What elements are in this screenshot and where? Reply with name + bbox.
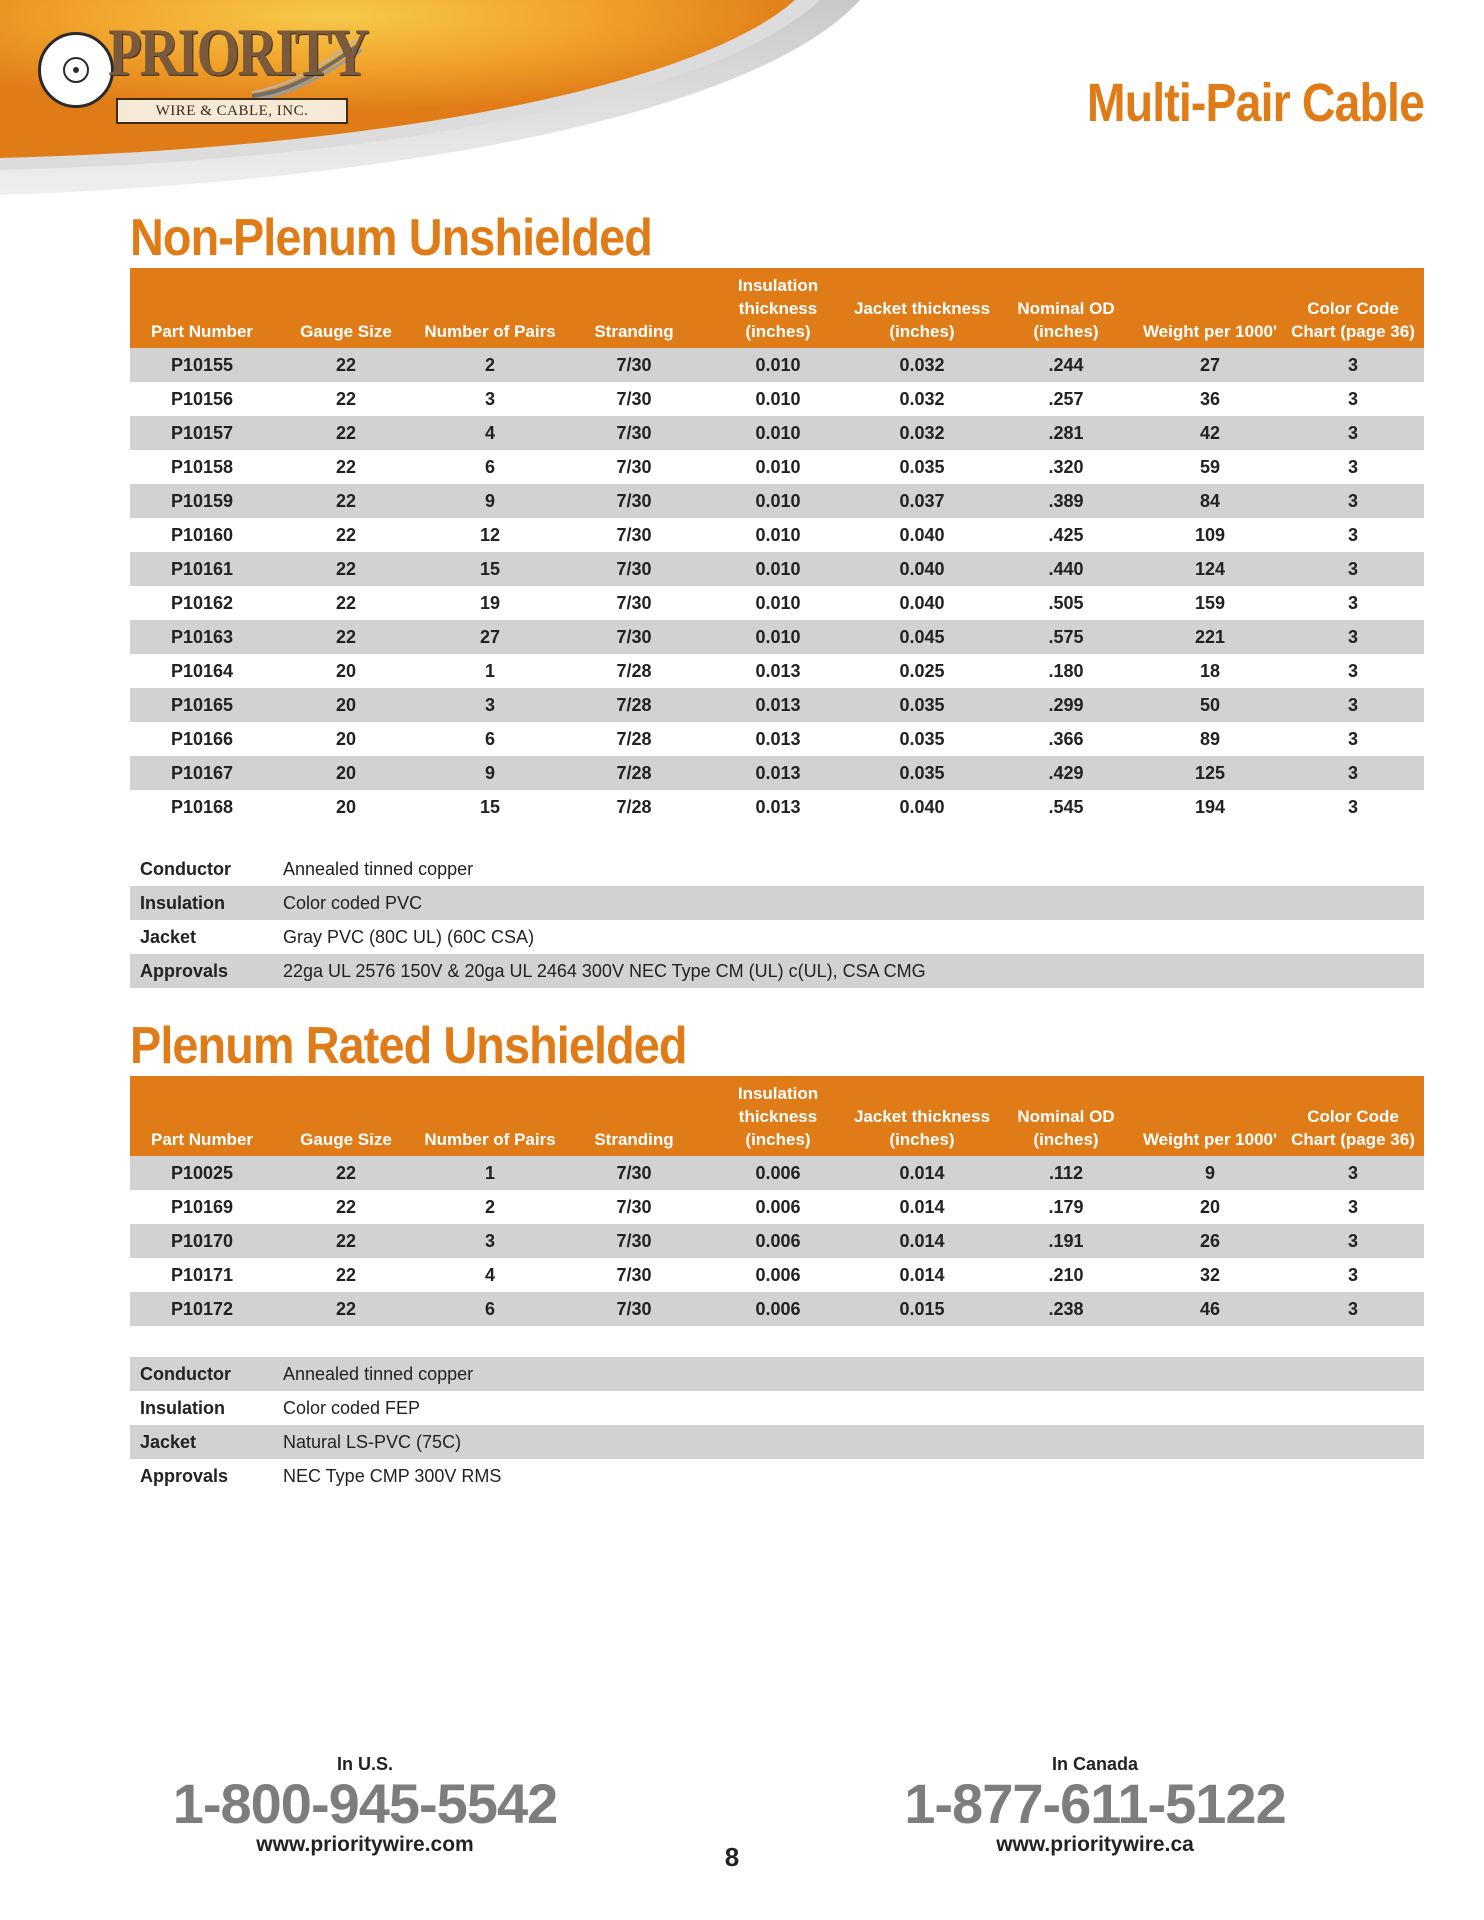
table-cell: 159 <box>1138 586 1282 620</box>
table-cell: 0.040 <box>850 790 994 824</box>
plenum-title: Plenum Rated Unshielded <box>130 1017 687 1075</box>
table-cell: P10168 <box>130 790 274 824</box>
table-cell: 0.006 <box>706 1258 850 1292</box>
table-cell: 7/30 <box>562 518 706 552</box>
footer-us <box>160 1754 570 1857</box>
table-cell: 22 <box>274 1190 418 1224</box>
table-cell: 194 <box>1138 790 1282 824</box>
priority-logo <box>30 14 368 134</box>
table-cell: 36 <box>1138 382 1282 416</box>
table-cell: P10171 <box>130 1258 274 1292</box>
table-row <box>130 1224 1424 1258</box>
table-cell: .440 <box>994 552 1138 586</box>
table-cell: 7/30 <box>562 1156 706 1190</box>
table-cell: 6 <box>418 1292 562 1326</box>
table-cell: P10165 <box>130 688 274 722</box>
column-header: Insulation thickness (inches) <box>706 268 850 348</box>
table-cell: P10166 <box>130 722 274 756</box>
table-cell: P10155 <box>130 348 274 382</box>
column-header: Color Code Chart (page 36) <box>1282 1076 1424 1156</box>
table-cell: 3 <box>1282 756 1424 790</box>
table-cell: P10159 <box>130 484 274 518</box>
footer-us-website[interactable]: www.prioritywire.com <box>256 1833 474 1856</box>
table-cell: 7/30 <box>562 1190 706 1224</box>
table-row <box>130 688 1424 722</box>
table-cell: P10167 <box>130 756 274 790</box>
table-cell: 0.035 <box>850 450 994 484</box>
header-row <box>130 268 1424 348</box>
table-cell: 84 <box>1138 484 1282 518</box>
table-row <box>130 484 1424 518</box>
column-header: Part Number <box>130 268 274 348</box>
page-number: 8 <box>724 1842 740 1872</box>
property-value: Color coded FEP <box>283 1397 421 1418</box>
table-cell: 0.010 <box>706 348 850 382</box>
table-cell: 3 <box>1282 518 1424 552</box>
column-header: Nominal OD (inches) <box>994 268 1138 348</box>
table-cell: .366 <box>994 722 1138 756</box>
non-plenum-title: Non-Plenum Unshielded <box>130 209 652 267</box>
property-row <box>130 1391 1424 1425</box>
table-cell: 46 <box>1138 1292 1282 1326</box>
non-plenum-spec-table <box>130 268 1424 824</box>
table-cell: 0.006 <box>706 1156 850 1190</box>
column-header: Insulation thickness (inches) <box>706 1076 850 1156</box>
table-cell: 0.035 <box>850 722 994 756</box>
table-cell: 18 <box>1138 654 1282 688</box>
table-cell: 4 <box>418 1258 562 1292</box>
table-cell: 22 <box>274 1156 418 1190</box>
table-row <box>130 620 1424 654</box>
column-header: Gauge Size <box>274 1076 418 1156</box>
table-row <box>130 790 1424 824</box>
table-cell: 2 <box>418 1190 562 1224</box>
table-row <box>130 586 1424 620</box>
table-cell: P10172 <box>130 1292 274 1326</box>
table-cell: 6 <box>418 722 562 756</box>
table-cell: 3 <box>1282 484 1424 518</box>
table-row <box>130 348 1424 382</box>
table-cell: 22 <box>274 518 418 552</box>
table-cell: 125 <box>1138 756 1282 790</box>
table-cell: 7/28 <box>562 654 706 688</box>
table-cell: 2 <box>418 348 562 382</box>
table-row <box>130 1190 1424 1224</box>
table-cell: 109 <box>1138 518 1282 552</box>
table-cell: 89 <box>1138 722 1282 756</box>
table-cell: 20 <box>274 756 418 790</box>
table-cell: 0.013 <box>706 654 850 688</box>
property-value: Natural LS-PVC (75C) <box>273 1425 1424 1459</box>
table-cell: 0.032 <box>850 382 994 416</box>
table-cell: 0.014 <box>850 1156 994 1190</box>
property-value: Annealed tinned copper <box>273 1357 1424 1391</box>
table-cell: 22 <box>274 450 418 484</box>
non-plenum-properties <box>130 852 1424 988</box>
brand-subtitle: WIRE & CABLE, INC. <box>116 98 348 124</box>
table-cell: .191 <box>994 1224 1138 1258</box>
property-label: Jacket <box>140 926 197 947</box>
column-header: Weight per 1000' <box>1138 1076 1282 1156</box>
property-label: Conductor <box>140 858 231 879</box>
table-cell: 7/28 <box>562 756 706 790</box>
table-cell: .389 <box>994 484 1138 518</box>
table-cell: 9 <box>418 484 562 518</box>
table-cell: P10160 <box>130 518 274 552</box>
footer-canada-phone[interactable]: 1-877-611-5122 <box>904 1772 1286 1835</box>
table-cell: 20 <box>274 790 418 824</box>
column-header: Weight per 1000' <box>1138 268 1282 348</box>
table-cell: 32 <box>1138 1258 1282 1292</box>
table-cell: P10169 <box>130 1190 274 1224</box>
table-cell: 20 <box>274 688 418 722</box>
table-cell: .179 <box>994 1190 1138 1224</box>
table-cell: 0.025 <box>850 654 994 688</box>
table-cell: 3 <box>418 382 562 416</box>
table-cell: 20 <box>1138 1190 1282 1224</box>
column-header: Stranding <box>562 1076 706 1156</box>
table-cell: 3 <box>1282 790 1424 824</box>
table-cell: 22 <box>274 416 418 450</box>
table-cell: 0.010 <box>706 620 850 654</box>
table-cell: 9 <box>1138 1156 1282 1190</box>
table-cell: 3 <box>1282 1224 1424 1258</box>
table-cell: 7/30 <box>562 450 706 484</box>
column-header: Stranding <box>562 268 706 348</box>
table-cell: 22 <box>274 1258 418 1292</box>
table-cell: .238 <box>994 1292 1138 1326</box>
table-cell: 0.040 <box>850 552 994 586</box>
table-cell: 22 <box>274 620 418 654</box>
table-cell: 15 <box>418 552 562 586</box>
table-cell: 4 <box>418 416 562 450</box>
table-cell: 27 <box>418 620 562 654</box>
table-cell: 0.040 <box>850 586 994 620</box>
table-cell: 0.014 <box>850 1224 994 1258</box>
table-cell: .257 <box>994 382 1138 416</box>
footer-us-label: In U.S. <box>336 1754 393 1774</box>
table-cell: .575 <box>994 620 1138 654</box>
table-cell: 7/30 <box>562 348 706 382</box>
table-cell: 7/30 <box>562 620 706 654</box>
property-label: Jacket <box>130 1425 273 1459</box>
table-cell: 3 <box>1282 722 1424 756</box>
table-cell: 0.037 <box>850 484 994 518</box>
table-cell: 0.013 <box>706 790 850 824</box>
property-value: Gray PVC (80C UL) (60C CSA) <box>283 926 535 947</box>
table-cell: 3 <box>418 1224 562 1258</box>
table-row <box>130 1292 1424 1326</box>
table-cell: 0.015 <box>850 1292 994 1326</box>
table-cell: 22 <box>274 484 418 518</box>
property-value: NEC Type CMP 300V RMS <box>283 1465 502 1486</box>
table-row <box>130 450 1424 484</box>
table-cell: 7/30 <box>562 1258 706 1292</box>
table-cell: 22 <box>274 348 418 382</box>
table-cell: 42 <box>1138 416 1282 450</box>
table-cell: 0.013 <box>706 688 850 722</box>
table-row <box>130 1258 1424 1292</box>
table-cell: 7/30 <box>562 1292 706 1326</box>
property-row <box>130 920 1424 954</box>
table-cell: 0.014 <box>850 1258 994 1292</box>
property-value: Annealed tinned copper <box>283 858 474 879</box>
table-cell: P10156 <box>130 382 274 416</box>
table-cell: .545 <box>994 790 1138 824</box>
table-cell: .425 <box>994 518 1138 552</box>
table-row <box>130 756 1424 790</box>
table-cell: 124 <box>1138 552 1282 586</box>
table-cell: 50 <box>1138 688 1282 722</box>
table-cell: 7/28 <box>562 688 706 722</box>
table-cell: 22 <box>274 1292 418 1326</box>
footer-canada <box>890 1754 1300 1857</box>
table-cell: 3 <box>1282 1258 1424 1292</box>
header-row <box>130 1076 1424 1156</box>
table-cell: 0.014 <box>850 1190 994 1224</box>
table-cell: 3 <box>1282 382 1424 416</box>
table-cell: 15 <box>418 790 562 824</box>
column-header: Jacket thickness (inches) <box>850 268 994 348</box>
table-row <box>130 518 1424 552</box>
table-cell: 0.010 <box>706 484 850 518</box>
table-cell: 0.032 <box>850 348 994 382</box>
table-cell: .299 <box>994 688 1138 722</box>
table-cell: 59 <box>1138 450 1282 484</box>
table-cell: 3 <box>1282 1292 1424 1326</box>
table-cell: .244 <box>994 348 1138 382</box>
table-cell: 26 <box>1138 1224 1282 1258</box>
table-cell: P10163 <box>130 620 274 654</box>
property-label: Insulation <box>140 1397 225 1418</box>
table-cell: 0.035 <box>850 756 994 790</box>
property-value: 22ga UL 2576 150V & 20ga UL 2464 300V NEC Type CM (UL) c(UL), CSA CMG <box>273 954 1424 988</box>
table-cell: 7/30 <box>562 586 706 620</box>
table-row <box>130 722 1424 756</box>
table-row <box>130 382 1424 416</box>
table-cell: 7/30 <box>562 1224 706 1258</box>
column-header: Jacket thickness (inches) <box>850 1076 994 1156</box>
table-cell: 22 <box>274 382 418 416</box>
table-cell: 22 <box>274 1224 418 1258</box>
table-cell: 20 <box>274 722 418 756</box>
table-cell: P10161 <box>130 552 274 586</box>
table-cell: 3 <box>1282 688 1424 722</box>
table-cell: 0.045 <box>850 620 994 654</box>
table-cell: 3 <box>1282 348 1424 382</box>
page-title: Multi-Pair Cable <box>1086 73 1424 133</box>
table-cell: P10162 <box>130 586 274 620</box>
table-cell: 0.032 <box>850 416 994 450</box>
table-cell: 3 <box>1282 450 1424 484</box>
footer-canada-website[interactable]: www.prioritywire.ca <box>996 1833 1194 1856</box>
property-label: Approvals <box>130 954 273 988</box>
table-row <box>130 552 1424 586</box>
property-row <box>130 954 1424 988</box>
table-cell: 0.006 <box>706 1190 850 1224</box>
table-row <box>130 654 1424 688</box>
table-cell: 0.010 <box>706 382 850 416</box>
plenum-spec-table <box>130 1076 1424 1326</box>
table-cell: 7/30 <box>562 416 706 450</box>
table-cell: 3 <box>1282 620 1424 654</box>
table-cell: 221 <box>1138 620 1282 654</box>
table-cell: 0.010 <box>706 586 850 620</box>
table-cell: 3 <box>418 688 562 722</box>
column-header: Nominal OD (inches) <box>994 1076 1138 1156</box>
table-cell: 7/28 <box>562 722 706 756</box>
table-cell: .210 <box>994 1258 1138 1292</box>
table-cell: 3 <box>1282 416 1424 450</box>
column-header: Number of Pairs <box>418 268 562 348</box>
table-cell: 3 <box>1282 586 1424 620</box>
table-cell: 7/30 <box>562 552 706 586</box>
table-cell: 22 <box>274 586 418 620</box>
table-cell: .429 <box>994 756 1138 790</box>
table-cell: 0.010 <box>706 450 850 484</box>
table-cell: .180 <box>994 654 1138 688</box>
property-label: Conductor <box>130 1357 273 1391</box>
brand-name: PRIORITY <box>108 14 368 90</box>
table-cell: 1 <box>418 1156 562 1190</box>
property-label: Insulation <box>130 886 273 920</box>
table-cell: 6 <box>418 450 562 484</box>
table-cell: 0.006 <box>706 1224 850 1258</box>
footer-canada-label: In Canada <box>1051 1754 1139 1774</box>
table-cell: P10025 <box>130 1156 274 1190</box>
table-row <box>130 416 1424 450</box>
table-cell: 0.010 <box>706 552 850 586</box>
column-header: Number of Pairs <box>418 1076 562 1156</box>
table-cell: 7/30 <box>562 484 706 518</box>
property-label: Approvals <box>140 1465 229 1486</box>
plenum-properties <box>130 1357 1424 1493</box>
property-row <box>130 886 1424 920</box>
table-cell: 27 <box>1138 348 1282 382</box>
column-header: Part Number <box>130 1076 274 1156</box>
table-cell: 0.010 <box>706 416 850 450</box>
table-cell: P10158 <box>130 450 274 484</box>
table-cell: .112 <box>994 1156 1138 1190</box>
table-cell: 9 <box>418 756 562 790</box>
table-cell: 3 <box>1282 1190 1424 1224</box>
table-cell: 20 <box>274 654 418 688</box>
footer-us-phone[interactable]: 1-800-945-5542 <box>172 1772 558 1835</box>
cable-reel-icon <box>38 32 114 108</box>
table-cell: 1 <box>418 654 562 688</box>
table-cell: P10170 <box>130 1224 274 1258</box>
table-cell: 3 <box>1282 552 1424 586</box>
property-row <box>130 852 1424 886</box>
table-cell: .281 <box>994 416 1138 450</box>
table-cell: 0.013 <box>706 722 850 756</box>
table-cell: 0.040 <box>850 518 994 552</box>
table-cell: P10157 <box>130 416 274 450</box>
table-cell: 0.035 <box>850 688 994 722</box>
table-cell: .320 <box>994 450 1138 484</box>
table-cell: 19 <box>418 586 562 620</box>
table-cell: 22 <box>274 552 418 586</box>
table-cell: 7/28 <box>562 790 706 824</box>
table-cell: 0.013 <box>706 756 850 790</box>
table-cell: 3 <box>1282 654 1424 688</box>
table-cell: 0.010 <box>706 518 850 552</box>
column-header: Color Code Chart (page 36) <box>1282 268 1424 348</box>
table-cell: 7/30 <box>562 382 706 416</box>
property-value: Color coded PVC <box>273 886 1424 920</box>
column-header: Gauge Size <box>274 268 418 348</box>
table-cell: .505 <box>994 586 1138 620</box>
table-cell: 3 <box>1282 1156 1424 1190</box>
property-row <box>130 1459 1424 1493</box>
table-cell: P10164 <box>130 654 274 688</box>
table-cell: 0.006 <box>706 1292 850 1326</box>
property-row <box>130 1357 1424 1391</box>
property-row <box>130 1425 1424 1459</box>
table-cell: 12 <box>418 518 562 552</box>
table-row <box>130 1156 1424 1190</box>
